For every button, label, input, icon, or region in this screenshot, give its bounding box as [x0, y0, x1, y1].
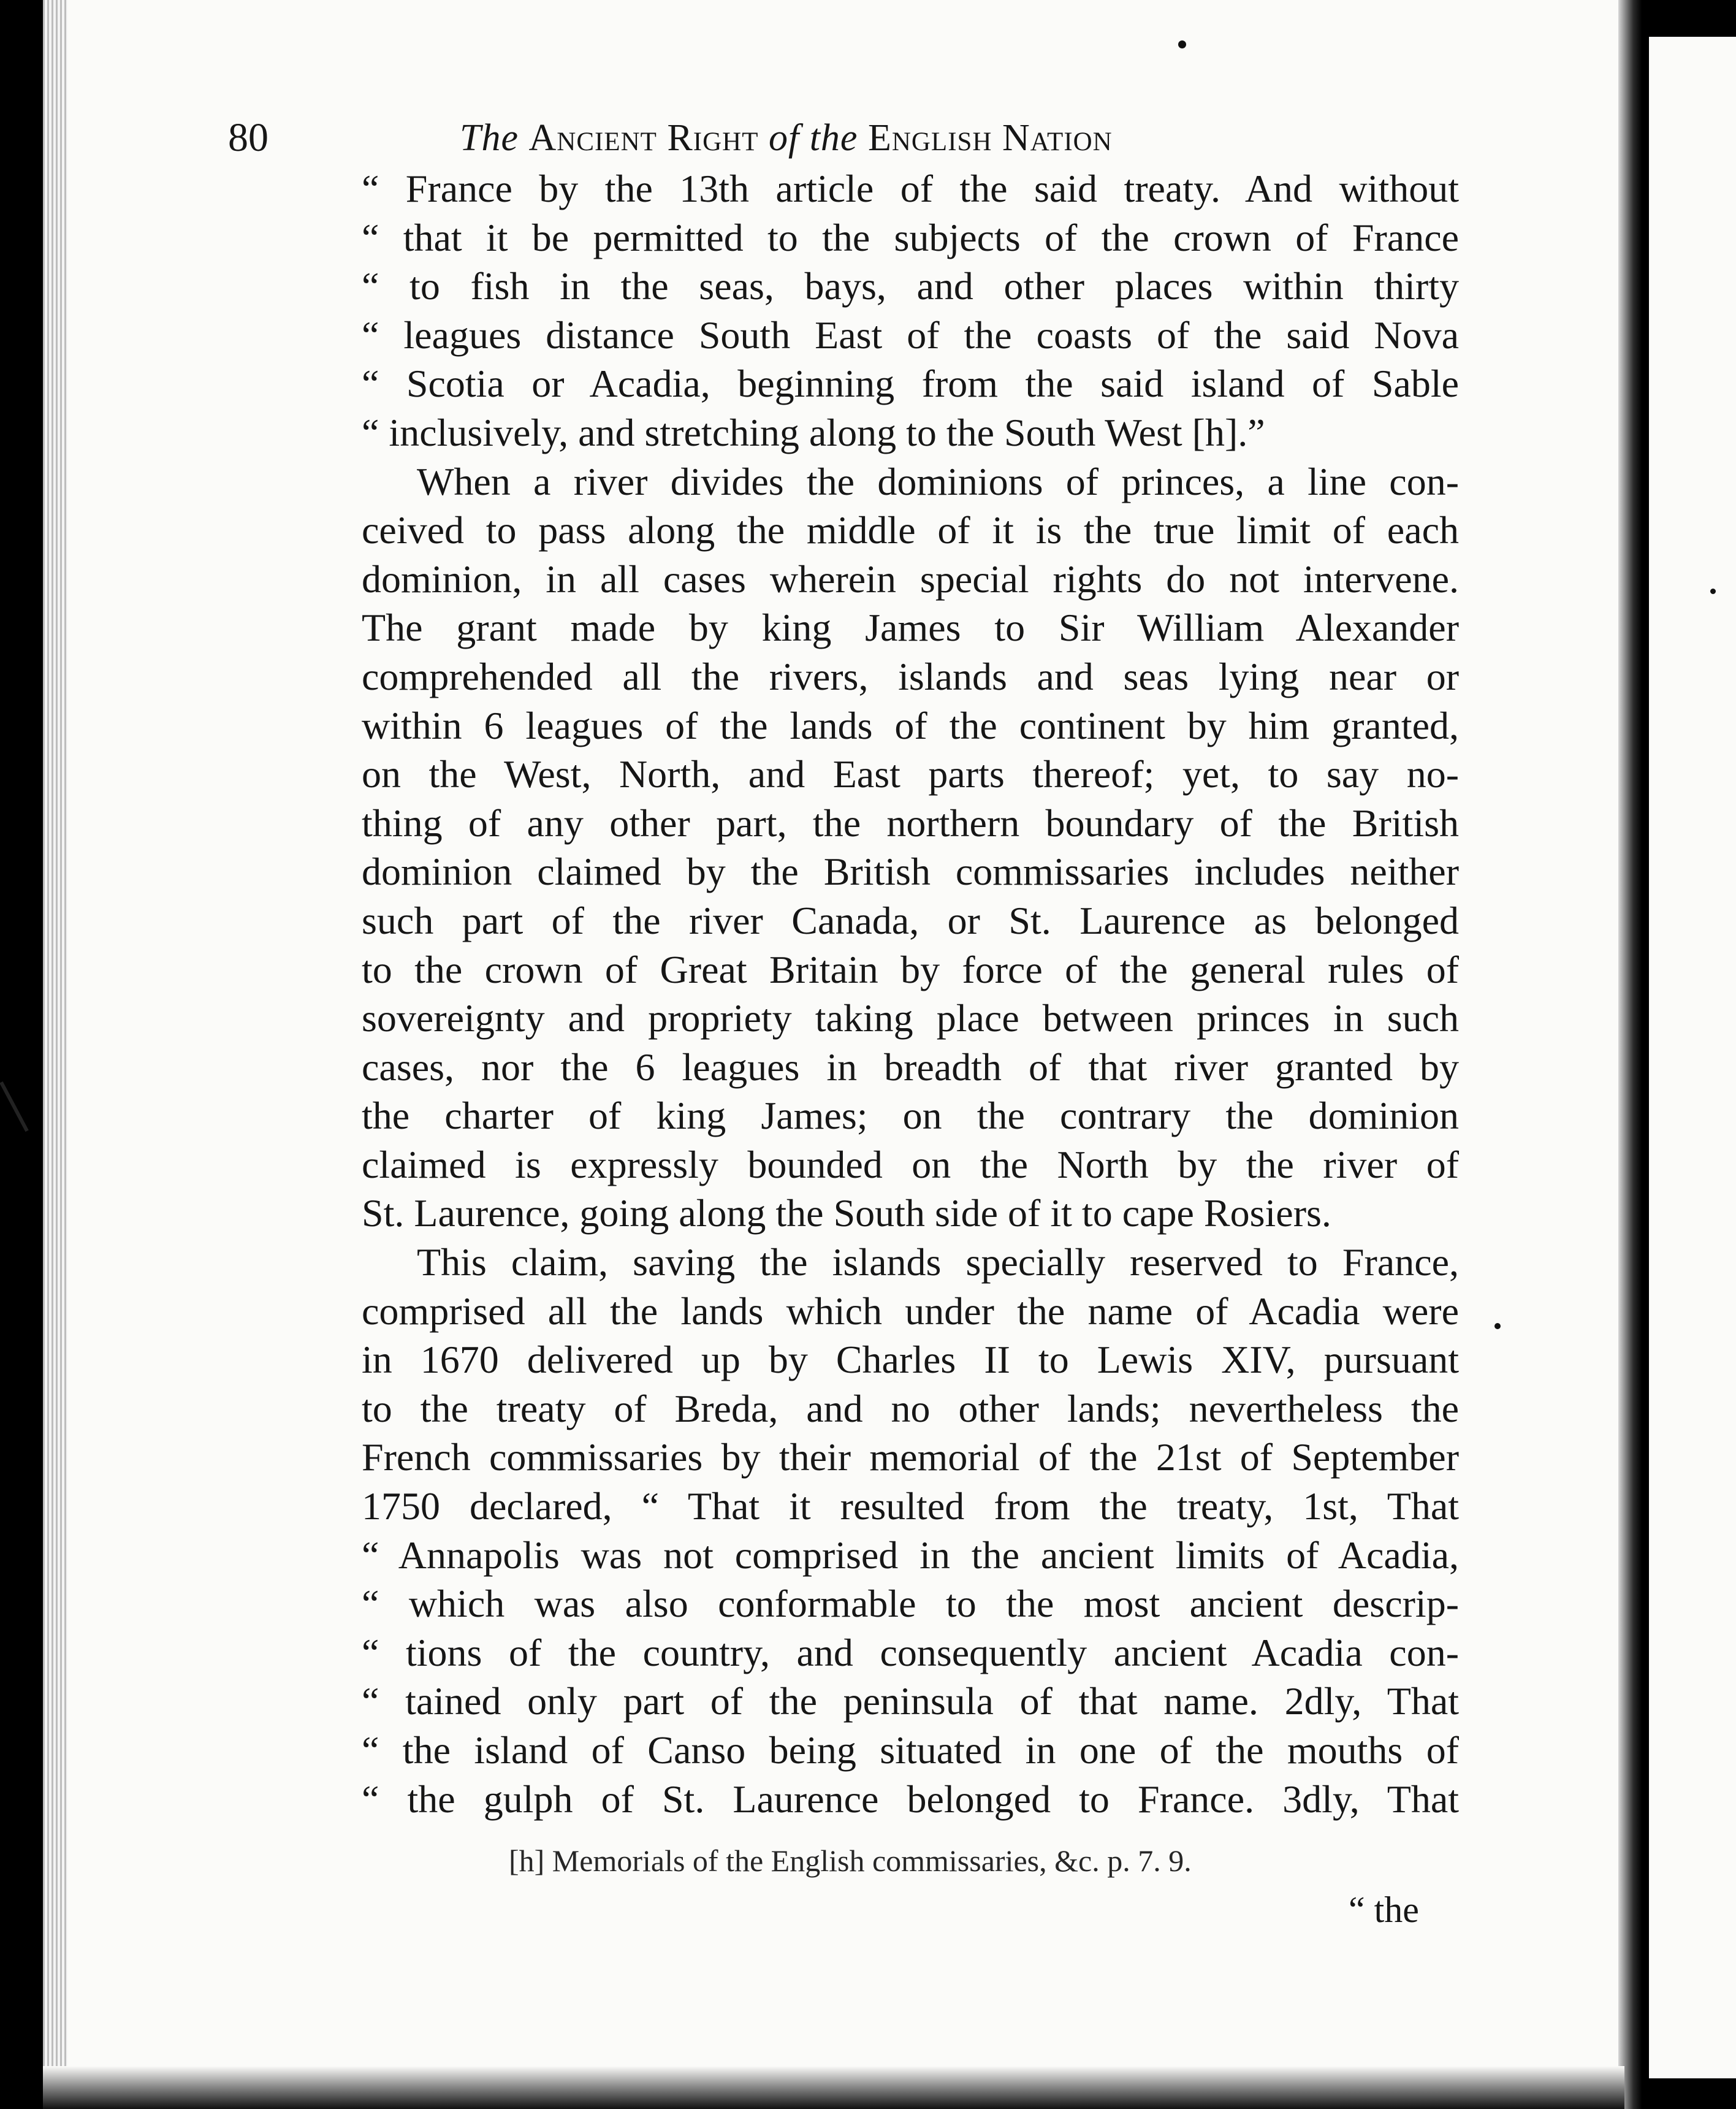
- text-line: “ which was also conformable to the most ancient descrip-: [362, 1582, 1459, 1626]
- text-line: “ Scotia or Acadia, beginning from the said island of Sable: [362, 362, 1459, 406]
- text-line: “ France by the 13th article of the said treaty. And without: [362, 167, 1459, 210]
- text-line: ceived to pass along the middle of it is the true limit of each: [362, 508, 1459, 552]
- text-line: “ leagues distance South East of the coasts of the said Nova: [362, 313, 1459, 357]
- ink-speck: [1710, 589, 1716, 594]
- text-line: “ Annapolis was not comprised in the ancient limits of Acadia,: [362, 1533, 1459, 1577]
- running-head-part: of the: [768, 117, 858, 159]
- text-line: “ inclusively, and stretching along to the South West [h].”: [362, 410, 1265, 454]
- text-line: “ that it be permitted to the subjects of the crown of France: [362, 215, 1459, 259]
- page-number: 80: [228, 115, 268, 160]
- text-line: “ tained only part of the peninsula of that name. 2dly, That: [362, 1679, 1459, 1723]
- text-line: to the crown of Great Britain by force of the general rules of: [362, 947, 1459, 991]
- body-text: [362, 164, 1459, 1823]
- text-line: The grant made by king James to Sir William Alexander: [362, 606, 1459, 650]
- catchword: “ the: [1349, 1890, 1419, 1930]
- facing-page-edge: [1649, 37, 1736, 2078]
- text-line: St. Laurence, going along the South side of it to cape Rosiers.: [362, 1191, 1331, 1235]
- text-line: to the treaty of Breda, and no other lands; nevertheless the: [362, 1386, 1459, 1430]
- text-line: 1750 declared, “ That it resulted from the treaty, 1st, That: [362, 1484, 1459, 1528]
- text-line: “ tions of the country, and consequently ancient Acadia con-: [362, 1630, 1459, 1674]
- footnote: [h] Memorials of the English commissaries, &c. p. 7. 9.: [509, 1844, 1192, 1878]
- text-line: the charter of king James; on the contrary the dominion: [362, 1094, 1459, 1138]
- text-line: claimed is expressly bounded on the North by the river of: [362, 1142, 1459, 1186]
- text-line: on the West, North, and East parts thereof; yet, to say no-: [362, 752, 1459, 796]
- book-gutter: [1618, 0, 1652, 2109]
- text-line: cases, nor the 6 leagues in breadth of that river granted by: [362, 1045, 1459, 1089]
- ink-speck: [1178, 40, 1186, 48]
- running-head-part: The: [460, 117, 519, 159]
- text-line: When a river divides the dominions of princes, a line con-: [417, 459, 1459, 503]
- text-line: comprehended all the rivers, islands and seas lying near or: [362, 654, 1459, 698]
- text-line: This claim, saving the islands specially reserved to France,: [417, 1240, 1459, 1284]
- running-head: [460, 104, 1113, 172]
- text-line: dominion claimed by the British commissaries includes neither: [362, 850, 1459, 894]
- ink-speck: [1494, 1323, 1501, 1329]
- text-line: within 6 leagues of the lands of the continent by him granted,: [362, 703, 1459, 747]
- text-line: comprised all the lands which under the name of Acadia were: [362, 1289, 1459, 1333]
- running-head-part: English Nation: [867, 117, 1113, 159]
- text-line: “ to fish in the seas, bays, and other places within thirty: [362, 264, 1459, 308]
- text-line: French commissaries by their memorial of the 21st of September: [362, 1435, 1459, 1479]
- text-line: such part of the river Canada, or St. Laurence as belonged: [362, 898, 1459, 942]
- text-line: in 1670 delivered up by Charles II to Lewis XIV, pursuant: [362, 1338, 1459, 1382]
- text-line: sovereignty and propriety taking place between princes in such: [362, 996, 1459, 1040]
- text-line: “ the gulph of St. Laurence belonged to France. 3dly, That: [362, 1777, 1459, 1821]
- running-head-part: Ancient Right: [528, 117, 759, 159]
- text-line: dominion, in all cases wherein special rights do not intervene.: [362, 557, 1459, 601]
- text-line: thing of any other part, the northern boundary of the British: [362, 801, 1459, 845]
- text-line: “ the island of Canso being situated in one of the mouths of: [362, 1728, 1459, 1772]
- page-edges: [43, 0, 67, 2109]
- scan-mark: [0, 1081, 29, 1132]
- bottom-shadow: [43, 2066, 1624, 2109]
